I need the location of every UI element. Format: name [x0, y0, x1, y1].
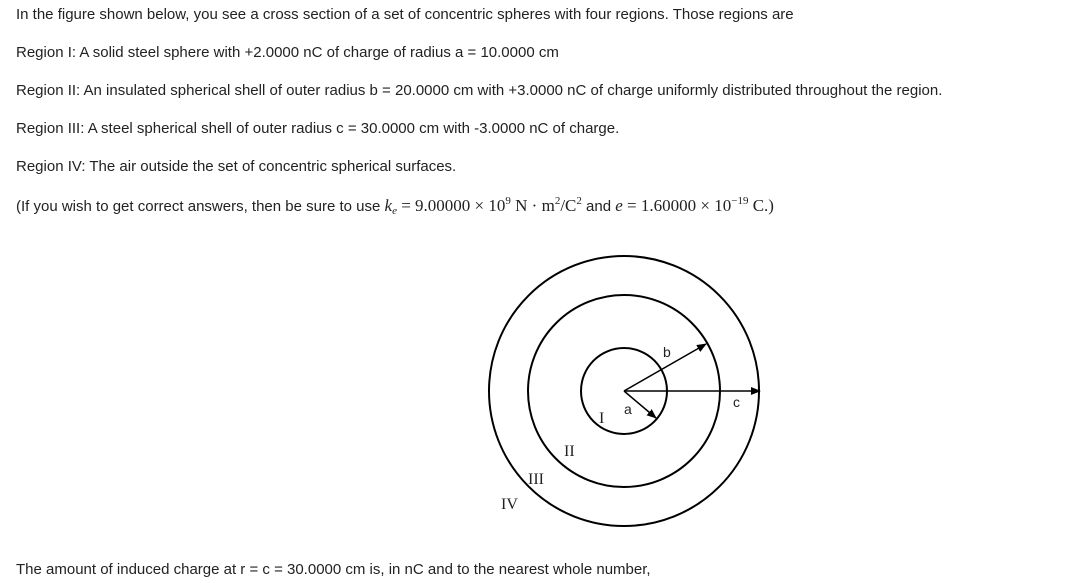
- constants-note: [16, 196, 774, 217]
- label-b: b: [663, 344, 671, 360]
- region-label-IV: IV: [501, 496, 518, 513]
- and-text: and: [581, 198, 616, 215]
- concentric-spheres-figure: [480, 250, 780, 540]
- region-3-description: Region III: A steel spherical shell of outer radius c = 30.0000 cm with -3.0000 nC of charge.: [16, 120, 620, 137]
- region-4-description: Region IV: The air outside the set of concentric spherical surfaces.: [16, 158, 457, 175]
- region-1-description: Region I: A solid steel sphere with +2.0000 nC of charge of radius a = 10.0000 cm: [16, 44, 559, 61]
- region-2-description: Region II: An insulated spherical shell of outer radius b = 20.0000 cm with +3.0000 nC of charge uniformly distributed throughout the region.: [16, 82, 943, 99]
- e-expression: $e = 1.60000 \times 10^{-19}$ C.): [615, 195, 774, 215]
- region-label-III: III: [528, 471, 544, 488]
- question-text: The amount of induced charge at r = c = 30.0000 cm is, in nC and to the nearest whole number,: [16, 561, 651, 578]
- constants-prefix: (If you wish to get correct answers, then be sure to use: [16, 198, 385, 215]
- ke-expression: $k_e = 9.00000 \times 10^9$ $N \cdot m^2/C^2$: [384, 195, 582, 217]
- intro-text: In the figure shown below, you see a cross section of a set of concentric spheres with four regions. Those regions are: [16, 6, 794, 23]
- label-a: a: [624, 401, 632, 417]
- region-label-I: I: [599, 410, 605, 427]
- region-label-II: II: [564, 443, 575, 460]
- label-c: c: [733, 394, 740, 410]
